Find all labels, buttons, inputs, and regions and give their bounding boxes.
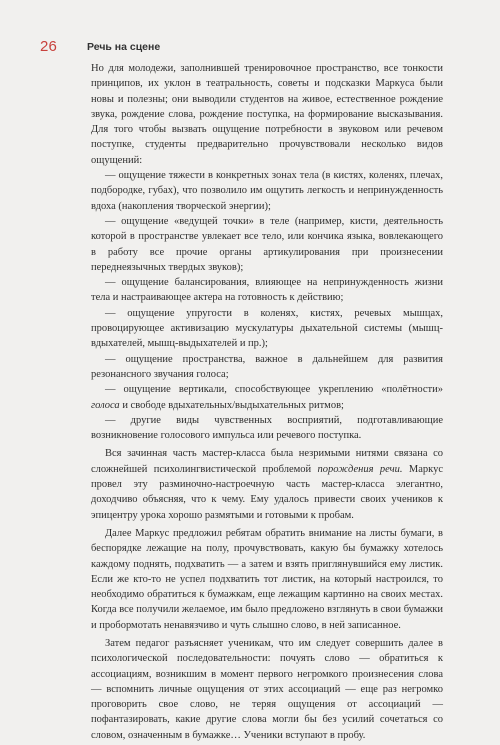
text-run: — ощущение вертикали, способствующее укреплению «полётности» (105, 384, 443, 396)
list-item: — ощущение упругости в коленях, кистях, речевых мышцах, провоцирующее активизацию мускулатуры дыхательной системы (мышц-вдыхателей, мышц-выдыхателей и пр.); (91, 307, 443, 350)
list-item: — ощущение «ведущей точки» в теле (например, кисти, деятельность которой в пространстве увлекает все тело, или кончика языка, вовлекающего в работу все прочие органы артикулирования при произнесении переднеязычных твердых звуков); (91, 215, 443, 273)
paragraph: Но для молодежи, заполнившей тренировочное пространство, все тонкости принципов, их уклон в театральность, советы и подсказки Маркуса были новы и полезны; они выводили студентов на живое, естественное рождение звука, рождение слова, рождение поступка, на формирование высказывания. Для того чтобы вызвать ощущение потребности в звуковом или речевом поступке, студенты предварительно прочувствовали несколько видов ощущений: (91, 63, 443, 166)
list-item (91, 382, 443, 413)
text-run: Маркус провел эту разминочно-настроечную часть мастер-класса элегантно, доходчиво объясняя, что к чему. Ему удалось привести своих учеников к эпицентру урока хорошо размятыми и готовыми к пробам. (91, 463, 443, 521)
body-text (91, 61, 443, 743)
italic-term: порождения речи. (317, 463, 403, 475)
list-item: — ощущение тяжести в конкретных зонах тела (в кистях, коленях, плечах, подбородке, губах), что позволило им ощутить легкость и непринужденность вдоха (накопления творческой энергии); (91, 170, 443, 212)
list-item: — ощущение балансирования, влияющее на непринужденность жизни тела и настраивающее актера на готовность к действию; (91, 277, 443, 304)
paragraph: Далее Маркус предложил ребятам обратить внимание на листы бумаги, в беспорядке лежащие на полу, прочувствовать, какую бы бумажку хотелось каждому поднять, подхватить — а затем и взять приглянувшийся ему листик. Если же кто-то не успел подхватить тот листик, на который настроился, то необходимо обратиться к бумажкам, еще лежащим картинно на своих местах. Когда все получили желаемое, им было предложено взглянуть в свои бумажки и пробормотать ненавязчиво и чуть слышно слово, в ней записанное. (91, 527, 443, 631)
paragraph (91, 446, 443, 522)
text-run: и свободе вдыхательных/выдыхательных ритмов; (119, 399, 344, 411)
list-item: — другие виды чувственных восприятий, подготавливающие возникновение голосового импульса или речевого поступка. (91, 414, 443, 442)
running-head: Речь на сцене (87, 41, 161, 53)
page-number: 26 (40, 38, 58, 55)
paragraph: Затем педагог разъясняет ученикам, что им следует совершить далее в психологической последовательности: почуять слово — обратиться к ассоциациям, возникшим в момент первого негромкого произнесения слова — вспомнить личные ощущения от этих ассоциаций — еще раз негромко проговорить свое слово, не теряя ощущения от ассоциаций — пофантазировать, какие другие слова могли бы без усилий сочетаться со словом, означенным в бумажке… Ученики вступают в пробу. (91, 637, 443, 741)
list-item: — ощущение пространства, важное в дальнейшем для развития резонансного звучания голоса; (91, 353, 443, 380)
italic-term: голоса (91, 399, 120, 411)
text-run: Вся зачинная часть мастер-класса была незримыми нитями связана со сложнейшей психолингвистической проблемой (91, 448, 443, 475)
